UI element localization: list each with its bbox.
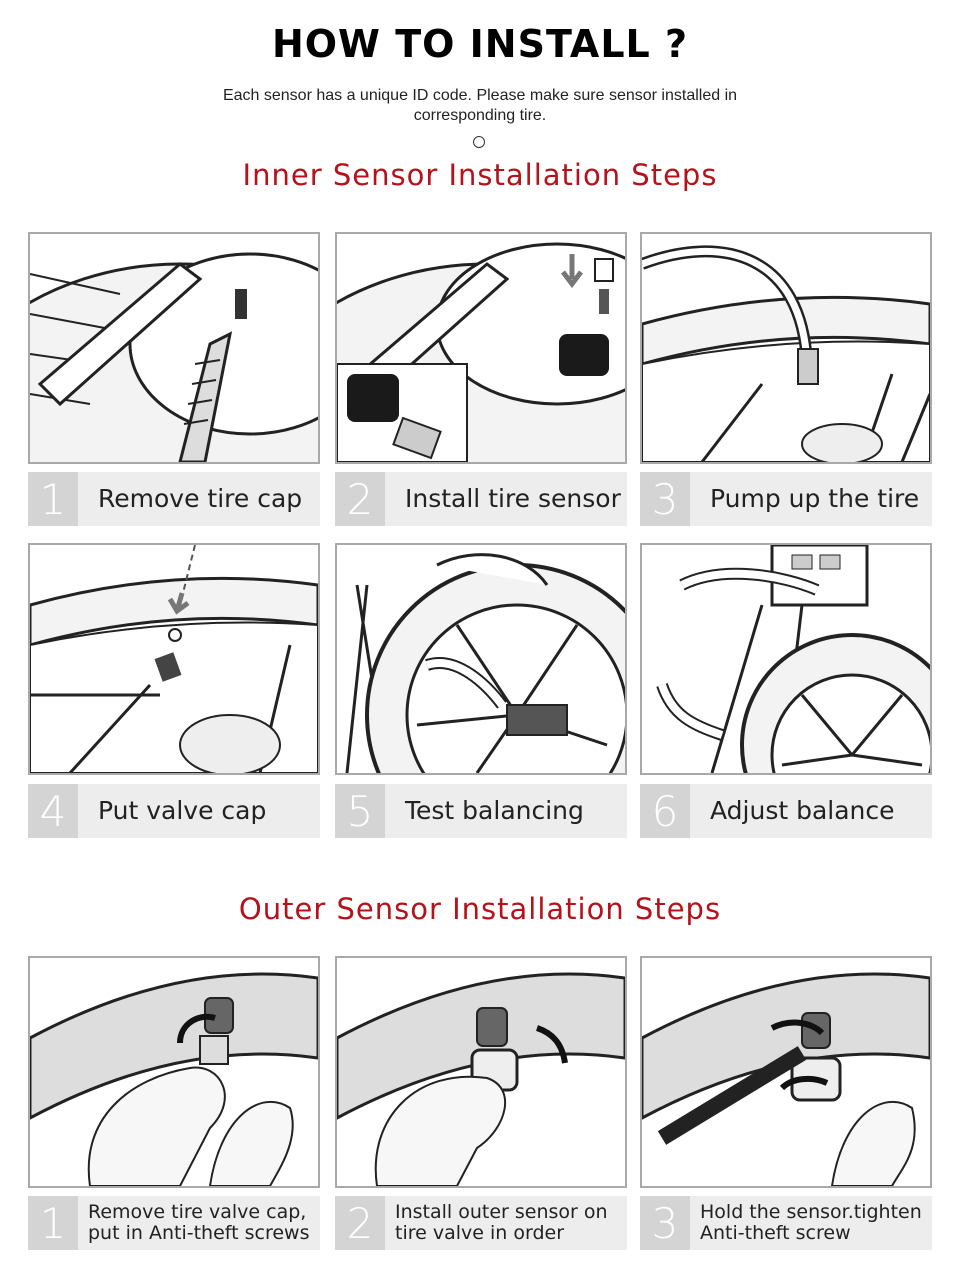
outer-section-title: Outer Sensor Installation Steps (238, 892, 722, 926)
step-label: Install tire sensor (405, 484, 621, 513)
inner-step-2 (335, 232, 627, 464)
inner-step-3-label (640, 472, 932, 526)
illustration-pump-up-tire (640, 232, 932, 464)
inner-step-6-label (640, 784, 932, 838)
step-number: 6 (640, 784, 690, 838)
step-label: Put valve cap (98, 796, 267, 825)
outer-step-2 (335, 956, 627, 1188)
step-label (700, 1202, 930, 1244)
step-label: Test balancing (405, 796, 584, 825)
page-subtitle: Each sensor has a unique ID code. Please make sure sensor installed in corresponding tire. (222, 87, 738, 124)
step-label-line1: Remove tire valve cap, (88, 1201, 307, 1223)
step-label-line1: Install outer sensor on (395, 1201, 608, 1223)
inner-step-1 (28, 232, 320, 464)
inner-step-6 (640, 543, 932, 775)
step-label-line2: put in Anti-theft screws (88, 1222, 310, 1244)
illustration-install-tire-sensor (335, 232, 627, 464)
step-number: 2 (335, 472, 385, 526)
inner-step-5 (335, 543, 627, 775)
illustration-tighten-anti-theft-screw (640, 956, 932, 1188)
outer-step-3-label (640, 1196, 932, 1250)
inner-step-4-label (28, 784, 320, 838)
outer-step-1-label (28, 1196, 320, 1250)
step-label-line2: Anti-theft screw (700, 1222, 851, 1244)
step-number: 5 (335, 784, 385, 838)
step-number: 1 (28, 472, 78, 526)
step-number: 3 (640, 1196, 690, 1250)
step-number: 1 (28, 1196, 78, 1250)
step-number: 2 (335, 1196, 385, 1250)
step-number: 3 (640, 472, 690, 526)
step-number: 4 (28, 784, 78, 838)
illustration-install-outer-sensor (335, 956, 627, 1188)
step-label (88, 1202, 318, 1244)
step-label: Remove tire cap (98, 484, 303, 513)
inner-section-title: Inner Sensor Installation Steps (242, 158, 718, 192)
step-label: Adjust balance (710, 796, 895, 825)
illustration-put-valve-cap (28, 543, 320, 775)
outer-step-3 (640, 956, 932, 1188)
inner-step-2-label (335, 472, 627, 526)
divider-circle (473, 136, 485, 148)
outer-step-1 (28, 956, 320, 1188)
inner-step-1-label (28, 472, 320, 526)
step-label (395, 1202, 625, 1244)
illustration-test-balancing (335, 543, 627, 775)
inner-step-3 (640, 232, 932, 464)
page-title: HOW TO INSTALL ? (271, 22, 689, 66)
illustration-remove-tire-cap (28, 232, 320, 464)
inner-step-5-label (335, 784, 627, 838)
step-label-line1: Hold the sensor.tighten (700, 1201, 922, 1223)
step-label: Pump up the tire (710, 484, 920, 513)
illustration-adjust-balance (640, 543, 932, 775)
illustration-remove-valve-cap (28, 956, 320, 1188)
step-label-line2: tire valve in order (395, 1222, 565, 1244)
inner-step-4 (28, 543, 320, 775)
outer-step-2-label (335, 1196, 627, 1250)
